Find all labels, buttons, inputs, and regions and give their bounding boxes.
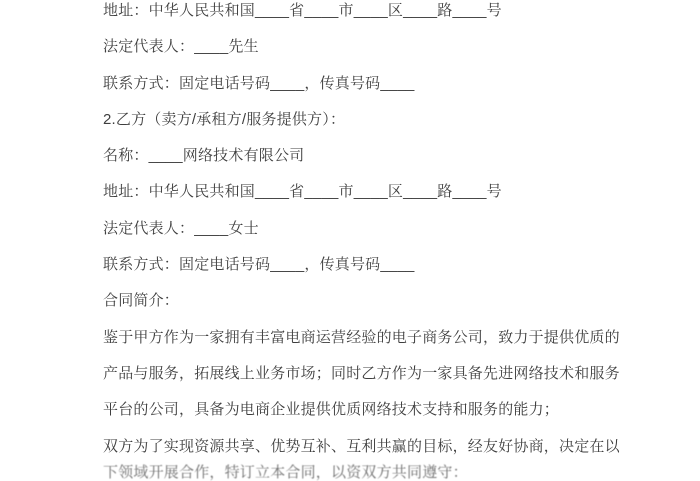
contract-line-whereas-1: 鉴于甲方作为一家拥有丰富电商运营经验的电子商务公司，致力于提供优质的 [103,328,620,346]
contract-line-address-party-b: 地址：中华人民共和国____省____市____区____路____号 [103,183,502,201]
contract-line-address-party-a: 地址：中华人民共和国____省____市____区____路____号 [103,2,502,19]
contract-line-whereas-2: 产品与服务，拓展线上业务市场；同时乙方作为一家具备先进网络技术和服务 [103,364,620,382]
contract-line-contact-party-a: 联系方式：固定电话号码____，传真号码____ [103,74,415,92]
contract-line-intro-heading: 合同简介： [103,292,180,310]
contract-line-legal-rep-party-b: 法定代表人：____女士 [103,219,259,237]
contract-line-clipped-bottom: 下领域开展合作，特订立本合同，以资双方共同遵守： [103,464,468,481]
contract-line-whereas-3: 平台的公司，具备为电商企业提供优质网络技术支持和服务的能力； [103,401,560,419]
contract-line-contact-party-b: 联系方式：固定电话号码____，传真号码____ [103,256,415,274]
contract-line-legal-rep-party-a: 法定代表人：____先生 [103,38,259,56]
contract-body-text [103,0,643,465]
contract-line-name-party-b: 名称：____网络技术有限公司 [103,147,305,165]
contract-line-party-b-heading: 2.乙方（卖方/承租方/服务提供方）： [103,110,346,128]
contract-line-purpose: 双方为了实现资源共享、优势互补、互利共赢的目标，经友好协商，决定在以 [103,437,620,455]
